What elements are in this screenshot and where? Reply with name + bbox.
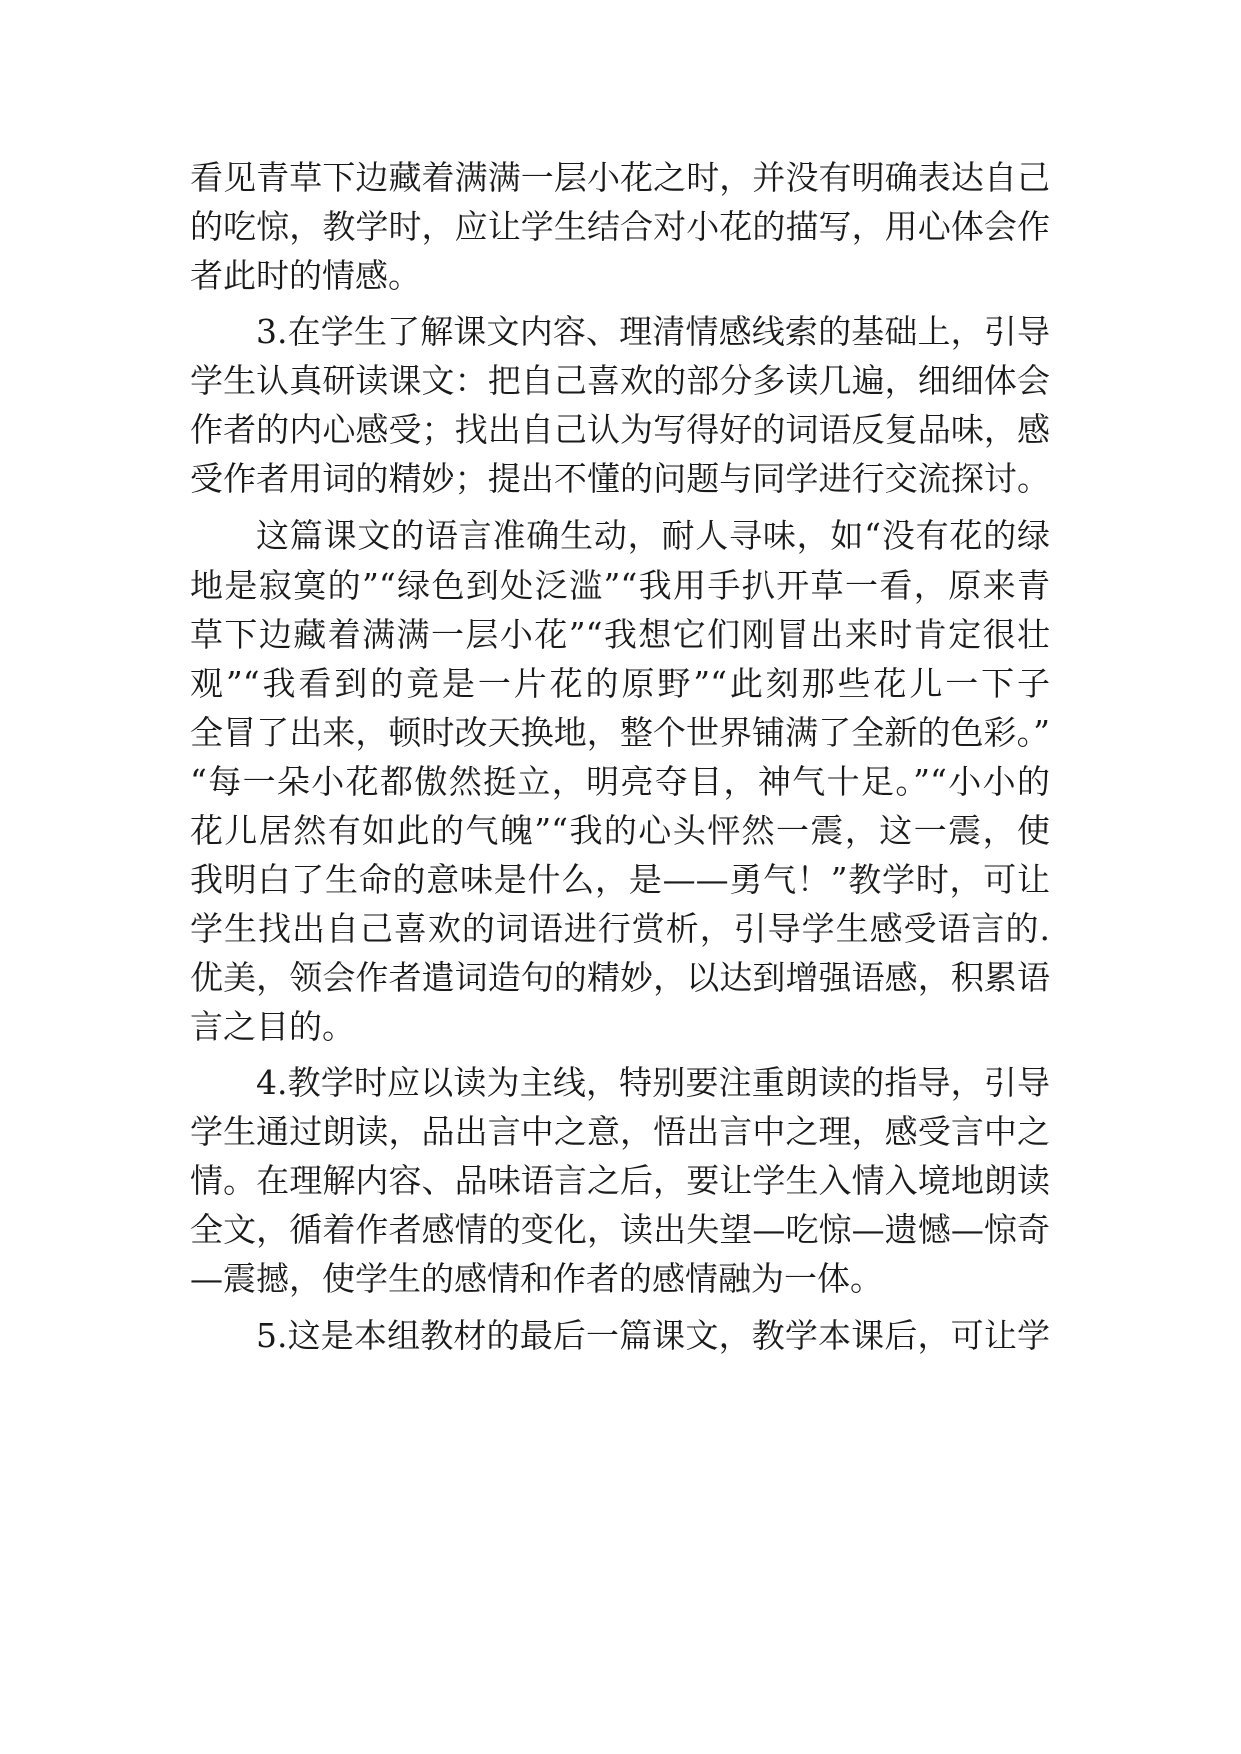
text-line: 看见青草下边藏着满满一层小花之时，并没有明确表达自己 (190, 158, 1050, 197)
text-line: 观”“我看到的竟是一片花的原野”“此刻那些花儿一下子 (190, 664, 1050, 703)
text-line: 5.这是本组教材的最后一篇课文，教学本课后，可让学 (256, 1316, 1050, 1355)
text-line: 作者的内心感受；找出自己认为写得好的词语反复品味，感 (190, 410, 1050, 449)
text-line: 者此时的情感。 (190, 256, 421, 295)
text-line: 全文，循着作者感情的变化，读出失望—吃惊—遗憾—惊奇 (190, 1210, 1050, 1249)
text-line: 这篇课文的语言准确生动，耐人寻味，如“没有花的绿 (256, 516, 1050, 555)
text-line: 优美，领会作者遣词造句的精妙，以达到增强语感，积累语 (190, 958, 1050, 997)
text-line: 草下边藏着满满一层小花”“我想它们刚冒出来时肯定很壮 (190, 615, 1050, 654)
text-line: 3.在学生了解课文内容、理清情感线索的基础上，引导 (256, 312, 1050, 351)
text-line: “每一朵小花都傲然挺立，明亮夺目，神气十足。”“小小的 (190, 762, 1050, 801)
text-line: 受作者用词的精妙；提出不懂的问题与同学进行交流探讨。 (190, 459, 1050, 498)
text-line: 4.教学时应以读为主线，特别要注重朗读的指导，引导 (256, 1063, 1050, 1102)
text-line: —震撼，使学生的感情和作者的感情融为一体。 (190, 1259, 883, 1298)
text-line: 全冒了出来，顿时改天换地，整个世界铺满了全新的色彩。” (190, 713, 1050, 752)
text-line: 学生通过朗读，品出言中之意，悟出言中之理，感受言中之 (190, 1112, 1050, 1151)
text-line: 地是寂寞的”“绿色到处泛滥”“我用手扒开草一看，原来青 (190, 566, 1050, 605)
text-line: 花儿居然有如此的气魄”“我的心头怦然一震，这一震，使 (190, 811, 1050, 850)
text-line: 学生找出自己喜欢的词语进行赏析，引导学生感受语言的. (190, 909, 1050, 948)
text-line: 我明白了生命的意味是什么，是——勇气！”教学时，可让 (190, 860, 1050, 899)
text-line: 学生认真研读课文：把自己喜欢的部分多读几遍，细细体会 (190, 361, 1050, 400)
text-line: 言之目的。 (190, 1007, 355, 1046)
text-line: 的吃惊，教学时，应让学生结合对小花的描写，用心体会作 (190, 207, 1050, 246)
text-line: 情。在理解内容、品味语言之后，要让学生入情入境地朗读 (190, 1161, 1050, 1200)
